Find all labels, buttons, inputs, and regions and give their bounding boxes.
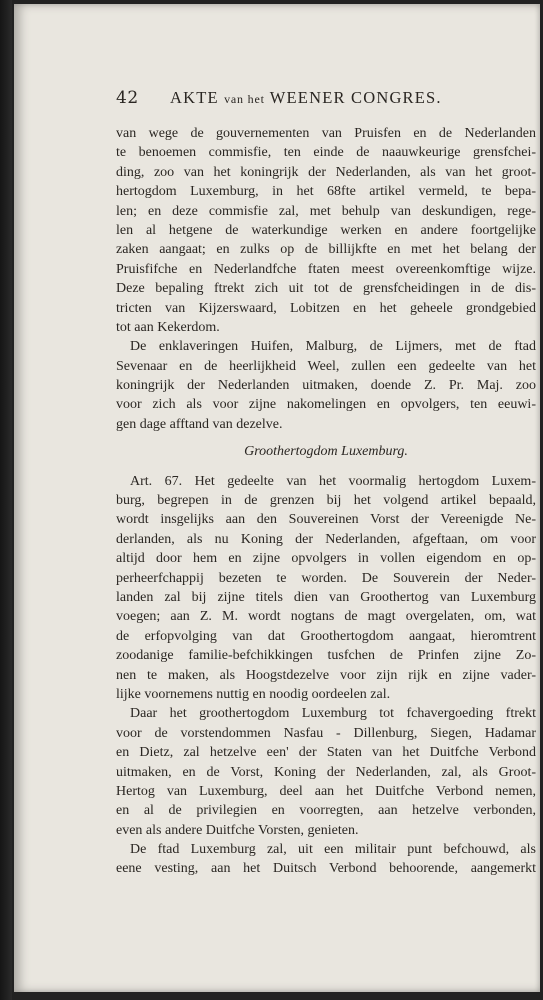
text-line: Art. 67. Het gedeelte van het voormalig hertogdom Luxem- [130,473,536,489]
text-line: voor zich als voor zijne nakomelingen en opvolgers, ten eeuwi- [116,397,536,413]
text-line: Hertog van Luxemburg, deel aan het Duitfche Verbond nemen, [116,783,536,799]
text-line: De ftad Luxemburg zal, uit een militair punt befchouwd, als [130,842,536,858]
text-line: len al hetgene de waterkundige werken en andere foortgelijke [116,222,536,238]
running-title [170,88,442,108]
luxemburg-paragraph [116,704,536,840]
text-line: Sevenaar en de heerlijkheid Weel, zullen een gedeelte van het [116,358,536,374]
text-line: tricten van Kijzerswaard, Lobitzen en het geheele grondgebied [116,300,536,316]
text-line: even als andere Duitfche Vorsten, genieten. [116,822,359,838]
text-line: uitmaken, en de Vorst, Koning der Nederlanden, zal, als Groot- [116,764,536,780]
running-title-part1: AKTE [170,88,219,107]
text-line: landen zal bij zijne titels dien van Groothertog van Luxemburg [116,589,536,605]
text-line: nen te maken, als Hoogstdezelve voor zijn rijk en zijne vader- [116,667,536,683]
text-line: hertogdom Luxemburg, in het 68fte artikel vermeld, te bepa- [116,184,536,200]
text-line: en Dietz, zal hetzelve een' der Staten van het Duitfche Verbond [116,745,536,761]
text-line: altijd door hem en zijne opvolgers in vollen eigendom en op- [116,551,536,567]
text-line: voor de vorstendommen Nasfau - Dillenburg, Siegen, Hadamar [116,725,536,741]
text-line: van wege de gouvernementen van Pruisfen en de Nederlanden [116,126,536,141]
text-line: De enklaveringen Huifen, Malburg, de Lijmers, met de ftad [130,339,536,355]
text-line: koningrijk der Nederlanden uitmaken, doende Z. Pr. Maj. zoo [116,378,536,394]
text-line: burg, begrepen in de grenzen bij het volgend artikel bepaald, [116,493,536,509]
text-line: gen dage afftand van dezelve. [116,416,283,432]
article-67-paragraph [116,472,536,705]
text-line: perheerfchappij bezeten te worden. De Souverein der Neder- [116,570,536,586]
text-line: tot aan Kekerdom. [116,319,220,335]
text-line: eene vesting, aan het Duitsch Verbond behoorende, aangemerkt [116,861,536,877]
paragraph-2 [116,337,536,434]
text-line: len; en deze commisfie zal, met behulp van deskundigen, rege- [116,203,536,219]
text-line: Daar het groothertogdom Luxemburg tot fchavergoeding ftrekt [130,706,536,722]
body-text [116,124,536,879]
text-line: ding, zoo van het koningrijk der Nederlanden, als van het groot- [116,164,536,180]
running-title-part3: WEENER CONGRES. [269,88,442,107]
book-spine-shadow [0,0,12,1000]
text-line: Deze bepaling ftrekt zich uit tot de grensfcheidingen in de dis- [116,281,536,297]
running-title-part2: van het [224,92,265,106]
text-line: voegen; aan Z. M. wordt nogtans de magt overgelaten, om, wat [116,609,536,625]
text-line: derlanden, als nu Koning der Nederlanden, afgeftaan, om voor [116,531,536,547]
text-line: wordt insgelijks aan den Souvereinen Vorst der Vereenigde Ne- [116,512,536,528]
fortress-paragraph [116,840,536,879]
page [14,4,540,992]
section-heading: Groothertogdom Luxemburg. [244,444,408,460]
text-line: Pruisfifche en Nederlandfche ftaten meest overeenkomftige wijze. [116,261,536,277]
text-line: zoodanige familie-befchikkingen tusfchen de Prinfen zijne Zo- [116,648,536,664]
text-line: en al de privilegien en voorregten, aan hetzelve verbonden, [116,803,536,819]
running-header [116,88,536,118]
page-content [116,88,536,879]
text-line: de erfopvolging van dat Groothertogdom aangaat, hieromtrent [116,628,536,644]
text-line: te benoemen commisfie, ten einde de naauwkeurige grensfchei- [116,145,536,161]
page-number: 42 [116,88,139,108]
paragraph-1 [116,124,536,337]
text-line: zaken aangaat; en zulks op de billijkfte en met het belang der [116,242,536,258]
text-line: lijke voornemens nuttig en noodig oordeelen zal. [116,686,391,702]
